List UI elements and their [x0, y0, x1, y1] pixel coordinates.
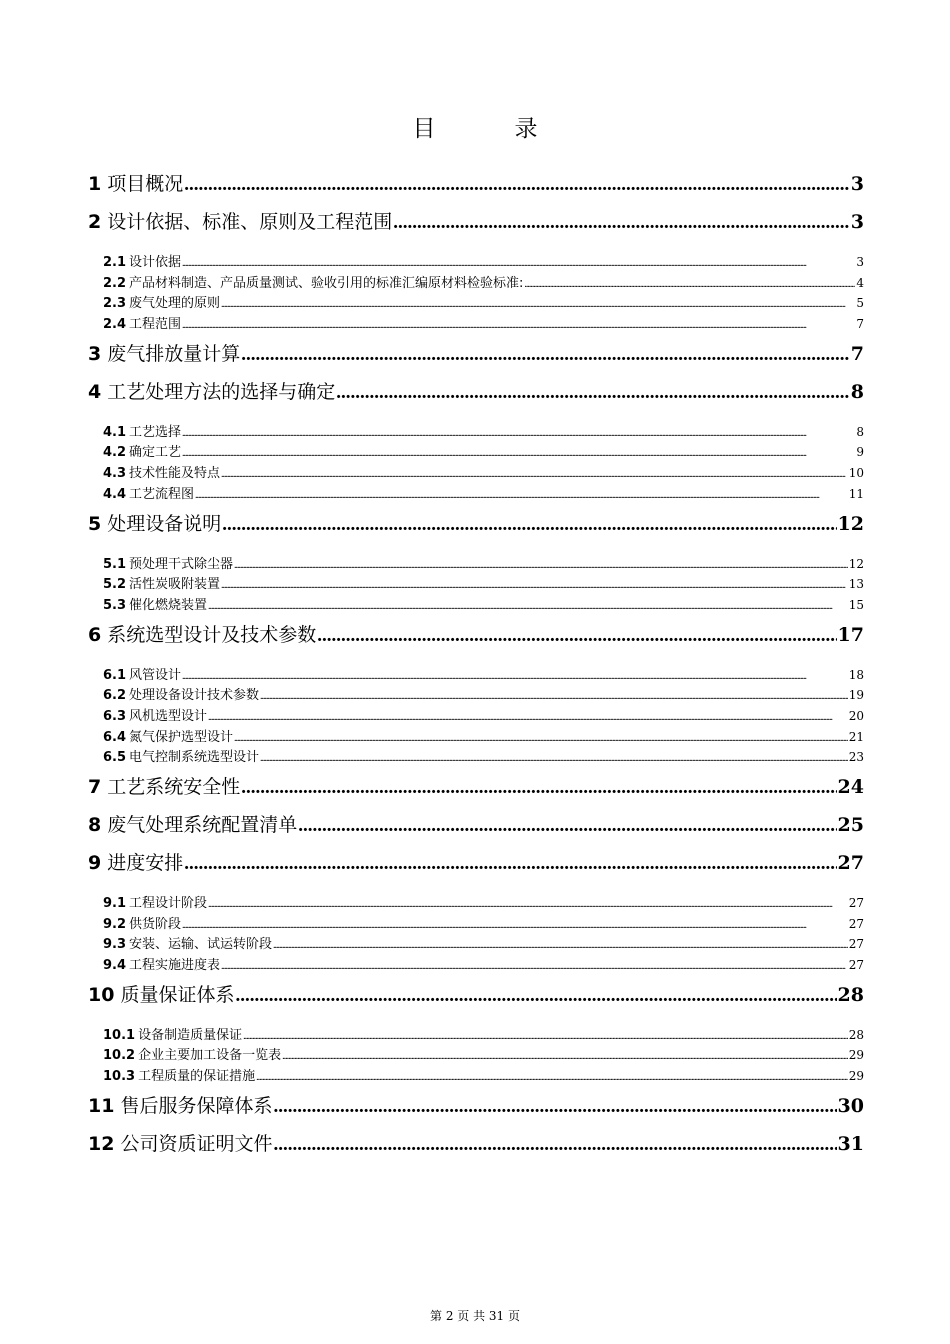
dot-leader — [298, 807, 836, 845]
toc-section-4.1[interactable] — [88, 422, 864, 443]
chapter-page-number: 24 — [837, 776, 864, 798]
dot-leader — [317, 617, 836, 655]
dot-leader — [195, 486, 848, 507]
chapter-page-number: 27 — [837, 852, 864, 874]
section-page-number: 11 — [848, 486, 864, 501]
chapter-title: 项目概况 — [107, 173, 184, 195]
toc-section-6.1[interactable] — [88, 665, 864, 686]
toc-chapter-7[interactable] — [88, 768, 864, 806]
toc-section-6.3[interactable] — [88, 706, 864, 727]
toc-section-2.2[interactable] — [88, 273, 864, 294]
dot-leader — [222, 506, 836, 544]
toc-section-4.2[interactable] — [88, 442, 864, 463]
dot-leader — [336, 374, 850, 412]
toc-chapter-5[interactable] — [88, 505, 864, 543]
section-number: 6.4 — [103, 729, 127, 745]
chapter-page-number: 7 — [850, 342, 864, 365]
section-page-number: 18 — [848, 667, 864, 682]
dot-leader — [182, 254, 855, 275]
section-number: 4.3 — [103, 466, 127, 482]
table-of-contents — [88, 165, 864, 1163]
toc-section-4.3[interactable] — [88, 463, 864, 484]
toc-section-5.3[interactable] — [88, 595, 864, 616]
dot-leader — [241, 769, 836, 807]
toc-chapter-4[interactable] — [88, 373, 864, 411]
toc-section-2.4[interactable] — [88, 314, 864, 335]
section-page-number: 12 — [848, 556, 864, 571]
chapter-number: 11 — [88, 1094, 115, 1117]
dot-leader — [221, 295, 855, 316]
section-number: 10.2 — [103, 1048, 136, 1064]
section-page-number: 13 — [848, 577, 864, 592]
toc-chapter-2[interactable] — [88, 203, 864, 241]
dot-leader — [221, 465, 848, 486]
toc-section-5.1[interactable] — [88, 554, 864, 575]
section-page-number: 3 — [856, 255, 864, 269]
section-title: 活性炭吸附装置 — [129, 577, 221, 593]
section-title: 设计依据 — [129, 255, 182, 270]
section-title: 风管设计 — [129, 667, 182, 683]
chapter-title: 系统选型设计及技术参数 — [107, 623, 317, 646]
chapter-number: 12 — [88, 1132, 115, 1155]
section-page-number: 21 — [848, 729, 864, 744]
section-title: 安装、运输、试运转阶段 — [129, 937, 273, 953]
section-number: 9.3 — [103, 937, 127, 953]
section-number: 6.1 — [103, 667, 127, 683]
chapter-title: 售后服务保障体系 — [120, 1094, 273, 1117]
section-page-number: 19 — [848, 688, 864, 703]
section-title: 工程实施进度表 — [129, 958, 221, 974]
section-page-number: 20 — [848, 708, 864, 723]
chapter-title: 设计依据、标准、原则及工程范围 — [107, 211, 393, 233]
dot-leader — [256, 1068, 848, 1089]
chapter-title: 质量保证体系 — [120, 983, 235, 1006]
section-number: 2.1 — [103, 255, 127, 270]
section-title: 企业主要加工设备一览表 — [138, 1048, 282, 1064]
chapter-page-number: 30 — [837, 1094, 864, 1117]
section-page-number: 9 — [856, 445, 864, 460]
section-title: 废气处理的原则 — [129, 296, 221, 312]
section-page-number: 15 — [848, 597, 864, 612]
section-title: 工艺流程图 — [129, 486, 195, 502]
chapter-number: 1 — [88, 173, 102, 195]
section-number: 4.4 — [103, 486, 127, 502]
toc-section-6.4[interactable] — [88, 727, 864, 748]
section-number: 5.2 — [103, 577, 127, 593]
chapter-number: 9 — [88, 852, 102, 874]
chapter-title: 公司资质证明文件 — [120, 1132, 273, 1155]
dot-leader — [260, 687, 848, 708]
dot-leader — [221, 576, 848, 597]
section-number: 2.2 — [103, 275, 127, 291]
section-title: 催化燃烧装置 — [129, 597, 208, 613]
toc-section-6.5[interactable] — [88, 747, 864, 768]
chapter-number: 2 — [88, 211, 102, 233]
dot-leader — [260, 749, 848, 770]
section-number: 5.3 — [103, 597, 127, 613]
chapter-page-number: 8 — [850, 380, 864, 403]
dot-leader — [273, 1088, 836, 1126]
chapter-title: 进度安排 — [107, 852, 184, 874]
chapter-title: 废气处理系统配置清单 — [107, 814, 298, 836]
dot-leader — [243, 1027, 848, 1048]
chapter-title: 废气排放量计算 — [107, 342, 241, 365]
toc-chapter-12[interactable] — [88, 1125, 864, 1163]
section-title: 工程质量的保证措施 — [138, 1069, 256, 1085]
toc-section-2.1[interactable] — [88, 252, 864, 273]
chapter-number: 7 — [88, 776, 102, 798]
toc-section-6.2[interactable] — [88, 685, 864, 706]
toc-section-2.3[interactable] — [88, 293, 864, 314]
toc-section-10.3[interactable] — [88, 1066, 864, 1087]
dot-leader — [182, 424, 855, 445]
section-title: 工艺选择 — [129, 424, 182, 440]
toc-section-9.3[interactable] — [88, 934, 864, 955]
toc-chapter-1[interactable] — [88, 165, 864, 203]
dot-leader — [208, 597, 848, 618]
toc-chapter-9[interactable] — [88, 844, 864, 882]
toc-chapter-10[interactable] — [88, 976, 864, 1014]
chapter-number: 6 — [88, 623, 102, 646]
chapter-number: 8 — [88, 814, 102, 836]
section-title: 供货阶段 — [129, 916, 182, 932]
section-page-number: 27 — [848, 916, 864, 931]
section-title: 工程范围 — [129, 317, 182, 333]
section-number: 2.3 — [103, 296, 127, 312]
chapter-title: 处理设备说明 — [107, 512, 222, 535]
chapter-title: 工艺处理方法的选择与确定 — [107, 380, 336, 403]
dot-leader — [234, 556, 848, 577]
section-number: 6.3 — [103, 708, 127, 724]
chapter-number: 3 — [88, 342, 102, 365]
toc-section-9.1[interactable] — [88, 893, 864, 914]
section-number: 4.2 — [103, 445, 127, 461]
chapter-page-number: 17 — [837, 623, 864, 646]
chapter-number: 10 — [88, 983, 115, 1006]
section-number: 9.4 — [103, 958, 127, 974]
toc-section-5.2[interactable] — [88, 574, 864, 595]
dot-leader — [208, 895, 848, 916]
toc-section-10.2[interactable] — [88, 1045, 864, 1066]
dot-leader — [393, 204, 850, 242]
toc-chapter-11[interactable] — [88, 1087, 864, 1125]
toc-chapter-8[interactable] — [88, 806, 864, 844]
chapter-number: 4 — [88, 380, 102, 403]
chapter-title: 工艺系统安全性 — [107, 776, 241, 798]
section-page-number: 7 — [856, 317, 864, 332]
section-page-number: 29 — [848, 1069, 864, 1084]
dot-leader — [235, 977, 836, 1015]
section-title: 氮气保护选型设计 — [129, 729, 234, 745]
dot-leader — [282, 1047, 848, 1068]
toc-section-9.2[interactable] — [88, 914, 864, 935]
section-title: 处理设备设计技术参数 — [129, 688, 260, 704]
section-page-number: 8 — [856, 424, 864, 439]
chapter-page-number: 3 — [850, 211, 864, 233]
section-page-number: 10 — [848, 466, 864, 481]
section-title: 产品材料制造、产品质量测试、验收引用的标准汇编原材料检验标准: — [129, 275, 524, 291]
section-page-number: 27 — [848, 937, 864, 952]
chapter-page-number: 28 — [837, 983, 864, 1006]
chapter-page-number: 31 — [837, 1132, 864, 1155]
section-title: 预处理干式除尘器 — [129, 556, 234, 572]
section-number: 10.3 — [103, 1069, 136, 1085]
chapter-page-number: 12 — [837, 512, 864, 535]
toc-chapter-6[interactable] — [88, 616, 864, 654]
chapter-page-number: 3 — [850, 173, 864, 195]
section-number: 5.1 — [103, 556, 127, 572]
section-page-number: 29 — [848, 1048, 864, 1063]
chapter-page-number: 25 — [837, 814, 864, 836]
section-number: 6.2 — [103, 688, 127, 704]
section-number: 9.1 — [103, 896, 127, 911]
section-page-number: 23 — [848, 750, 864, 765]
section-number: 6.5 — [103, 750, 127, 766]
dot-leader — [273, 1126, 836, 1164]
section-page-number: 28 — [848, 1027, 864, 1042]
section-number: 9.2 — [103, 916, 127, 932]
section-page-number: 5 — [856, 296, 864, 311]
toc-chapter-3[interactable] — [88, 335, 864, 373]
dot-leader — [241, 336, 850, 374]
dot-leader — [182, 316, 855, 337]
dot-leader — [182, 667, 848, 688]
dot-leader — [221, 957, 848, 978]
section-page-number: 27 — [848, 896, 864, 910]
toc-section-4.4[interactable] — [88, 484, 864, 505]
section-title: 设备制造质量保证 — [138, 1027, 243, 1043]
section-number: 4.1 — [103, 424, 127, 440]
section-title: 风机选型设计 — [129, 708, 208, 724]
chapter-number: 5 — [88, 512, 102, 535]
section-title: 电气控制系统选型设计 — [129, 750, 260, 766]
dot-leader — [182, 916, 848, 937]
toc-section-10.1[interactable] — [88, 1025, 864, 1046]
dot-leader — [524, 275, 855, 296]
section-title: 技术性能及特点 — [129, 466, 221, 482]
section-number: 2.4 — [103, 317, 127, 333]
dot-leader — [182, 444, 855, 465]
dot-leader — [234, 729, 848, 750]
section-page-number: 27 — [848, 958, 864, 973]
section-title: 工程设计阶段 — [129, 896, 208, 911]
dot-leader — [184, 166, 850, 204]
toc-title: 目 录 — [412, 116, 566, 142]
toc-section-9.4[interactable] — [88, 955, 864, 976]
section-title: 确定工艺 — [129, 445, 182, 461]
section-page-number: 4 — [856, 275, 864, 290]
section-number: 10.1 — [103, 1027, 136, 1043]
dot-leader — [208, 708, 848, 729]
page-footer: 第 2 页 共 31 页 — [430, 1309, 520, 1323]
dot-leader — [273, 936, 848, 957]
dot-leader — [184, 845, 836, 883]
